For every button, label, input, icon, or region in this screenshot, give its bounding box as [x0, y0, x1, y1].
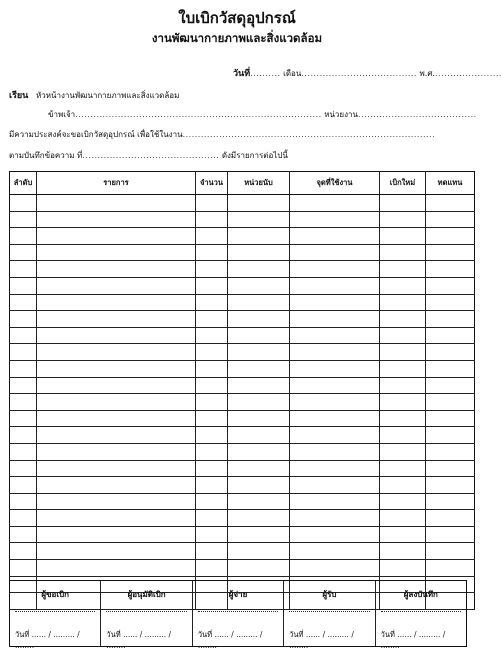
cell-item[interactable]: [37, 261, 196, 278]
cell-unit[interactable]: [228, 344, 290, 361]
cell-item[interactable]: [37, 443, 196, 460]
cell-no[interactable]: [10, 493, 37, 510]
cell-replace[interactable]: [426, 277, 475, 294]
cell-location[interactable]: [290, 344, 380, 361]
signature-date[interactable]: วันที่ ...... / ......... / ........: [106, 630, 172, 650]
cell-replace[interactable]: [426, 410, 475, 427]
cell-no[interactable]: [10, 443, 37, 460]
cell-item[interactable]: [37, 526, 196, 543]
cell-location[interactable]: [290, 526, 380, 543]
form-title: ใบเบิกวัสดุอุปกรณ์: [178, 9, 296, 27]
cell-unit[interactable]: [228, 244, 290, 261]
signature-title: ผู้อนุมัติเบิก: [127, 590, 166, 599]
signature-date[interactable]: วันที่ ...... / ......... / ........: [380, 630, 446, 650]
cell-unit[interactable]: [228, 526, 290, 543]
cell-item[interactable]: [37, 543, 196, 560]
cell-location[interactable]: [290, 410, 380, 427]
table-row: [10, 344, 475, 361]
cell-new[interactable]: [380, 277, 426, 294]
cell-new[interactable]: [380, 244, 426, 261]
col-header-location: จุดที่ใช้งาน: [290, 172, 380, 195]
cell-item[interactable]: [37, 344, 196, 361]
cell-item[interactable]: [37, 294, 196, 311]
table-row: [10, 294, 475, 311]
cell-location[interactable]: [290, 327, 380, 344]
cell-unit[interactable]: [228, 477, 290, 494]
cell-qty[interactable]: [196, 427, 228, 444]
cell-qty[interactable]: [196, 377, 228, 394]
cell-replace[interactable]: [426, 510, 475, 527]
cell-new[interactable]: [380, 228, 426, 245]
table-row: [10, 410, 475, 427]
cell-replace[interactable]: [426, 195, 475, 212]
cell-replace[interactable]: [426, 327, 475, 344]
cell-new[interactable]: [380, 344, 426, 361]
col-header-unit: หน่วยนับ: [228, 172, 290, 195]
cell-qty[interactable]: [196, 327, 228, 344]
cell-location[interactable]: [290, 510, 380, 527]
cell-replace[interactable]: [426, 477, 475, 494]
cell-qty[interactable]: [196, 277, 228, 294]
cell-no[interactable]: [10, 477, 37, 494]
cell-location[interactable]: [290, 360, 380, 377]
cell-item[interactable]: [37, 560, 196, 577]
cell-no[interactable]: [10, 277, 37, 294]
cell-replace[interactable]: [426, 261, 475, 278]
cell-unit[interactable]: [228, 228, 290, 245]
table-row: [10, 360, 475, 377]
cell-location[interactable]: [290, 311, 380, 328]
cell-location[interactable]: [290, 493, 380, 510]
cell-unit[interactable]: [228, 443, 290, 460]
cell-replace[interactable]: [426, 244, 475, 261]
signature-issuer: [193, 581, 284, 650]
cell-replace[interactable]: [426, 543, 475, 560]
cell-location[interactable]: [290, 427, 380, 444]
cell-qty[interactable]: [196, 410, 228, 427]
table-row: [10, 443, 475, 460]
cell-new[interactable]: [380, 427, 426, 444]
cell-new[interactable]: [380, 294, 426, 311]
cell-qty[interactable]: [196, 477, 228, 494]
cell-new[interactable]: [380, 327, 426, 344]
cell-item[interactable]: [37, 244, 196, 261]
table-row: [10, 427, 475, 444]
day-label: วันที่: [233, 69, 251, 79]
cell-replace[interactable]: [426, 526, 475, 543]
cell-no[interactable]: [10, 377, 37, 394]
cell-qty[interactable]: [196, 560, 228, 577]
cell-qty[interactable]: [196, 510, 228, 527]
memo-line: [9, 149, 288, 162]
signature-title: ผู้ลงบันทึก: [403, 590, 438, 599]
from-field[interactable]: .................................................................................: [75, 110, 322, 119]
cell-qty[interactable]: [196, 526, 228, 543]
signature-receiver: [284, 581, 375, 650]
cell-item[interactable]: [37, 327, 196, 344]
table-header-row: [10, 172, 475, 195]
col-header-new: เบิกใหม่: [380, 172, 426, 195]
signature-date[interactable]: วันที่ ...... / ......... / ........: [289, 630, 354, 650]
memo-label: ตามบันทึกข้อความ ที่: [9, 151, 83, 160]
table-row: [10, 477, 475, 494]
col-header-qty: จำนวน: [196, 172, 228, 195]
cell-unit[interactable]: [228, 327, 290, 344]
to-line: [9, 88, 179, 102]
table-row: [10, 526, 475, 543]
table-row: [10, 311, 475, 328]
cell-item[interactable]: [37, 377, 196, 394]
signature-approver: [101, 581, 192, 650]
purpose-label: มีความประสงค์จะขอเบิกวัสดุอุปกรณ์ เพื่อใช้ในงาน: [9, 130, 183, 139]
signature-section: [9, 580, 467, 650]
cell-unit[interactable]: [228, 311, 290, 328]
cell-item[interactable]: [37, 410, 196, 427]
cell-unit[interactable]: [228, 277, 290, 294]
date-line: [233, 66, 502, 80]
cell-replace[interactable]: [426, 294, 475, 311]
cell-unit[interactable]: [228, 211, 290, 228]
cell-new[interactable]: [380, 394, 426, 411]
cell-qty[interactable]: [196, 211, 228, 228]
signature-line[interactable]: [289, 611, 369, 612]
cell-qty[interactable]: [196, 344, 228, 361]
cell-new[interactable]: [380, 360, 426, 377]
cell-location[interactable]: [290, 277, 380, 294]
cell-location[interactable]: [290, 261, 380, 278]
month-field[interactable]: ......................................: [301, 69, 417, 78]
cell-item[interactable]: [37, 510, 196, 527]
memo-field[interactable]: .............................................: [82, 151, 220, 160]
cell-no[interactable]: [10, 344, 37, 361]
signature-line[interactable]: [198, 611, 278, 612]
cell-no[interactable]: [10, 394, 37, 411]
cell-no[interactable]: [10, 510, 37, 527]
cell-qty[interactable]: [196, 294, 228, 311]
cell-item[interactable]: [37, 211, 196, 228]
month-label: เดือน: [283, 69, 302, 78]
cell-location[interactable]: [290, 394, 380, 411]
cell-replace[interactable]: [426, 460, 475, 477]
cell-qty[interactable]: [196, 460, 228, 477]
table-row: [10, 228, 475, 245]
cell-new[interactable]: [380, 195, 426, 212]
cell-qty[interactable]: [196, 394, 228, 411]
items-table: [9, 171, 475, 610]
cell-no[interactable]: [10, 526, 37, 543]
unit-label: หน่วยงาน: [324, 110, 358, 119]
cell-no[interactable]: [10, 410, 37, 427]
cell-item[interactable]: [37, 195, 196, 212]
cell-item[interactable]: [37, 477, 196, 494]
signature-requester: [10, 581, 101, 650]
year-label: พ.ศ.: [419, 69, 435, 78]
cell-replace[interactable]: [426, 427, 475, 444]
cell-qty[interactable]: [196, 493, 228, 510]
cell-no[interactable]: [10, 560, 37, 577]
signature-line[interactable]: [106, 611, 186, 612]
form-subtitle: งานพัฒนากายภาพและสิ่งแวดล้อม: [151, 31, 323, 45]
unit-field[interactable]: .......................................: [357, 110, 477, 119]
cell-replace[interactable]: [426, 211, 475, 228]
cell-new[interactable]: [380, 477, 426, 494]
signature-line[interactable]: [381, 611, 461, 612]
cell-unit[interactable]: [228, 394, 290, 411]
cell-no[interactable]: [10, 427, 37, 444]
cell-location[interactable]: [290, 377, 380, 394]
cell-new[interactable]: [380, 560, 426, 577]
cell-replace[interactable]: [426, 344, 475, 361]
cell-unit[interactable]: [228, 261, 290, 278]
signature-title: ผู้รับ: [322, 590, 337, 599]
col-header-replace: ทดแทน: [426, 172, 475, 195]
cell-replace[interactable]: [426, 394, 475, 411]
cell-item[interactable]: [37, 311, 196, 328]
purpose-line: [9, 128, 435, 141]
cell-replace[interactable]: [426, 228, 475, 245]
cell-new[interactable]: [380, 526, 426, 543]
cell-no[interactable]: [10, 261, 37, 278]
cell-unit[interactable]: [228, 493, 290, 510]
table-row: [10, 543, 475, 560]
signature-line[interactable]: [15, 611, 95, 612]
cell-new[interactable]: [380, 460, 426, 477]
cell-item[interactable]: [37, 493, 196, 510]
day-field[interactable]: ..........: [250, 69, 281, 78]
cell-qty[interactable]: [196, 195, 228, 212]
cell-location[interactable]: [290, 560, 380, 577]
table-row: [10, 560, 475, 577]
table-row: [10, 327, 475, 344]
cell-item[interactable]: [37, 427, 196, 444]
cell-replace[interactable]: [426, 377, 475, 394]
cell-item[interactable]: [37, 394, 196, 411]
cell-no[interactable]: [10, 211, 37, 228]
signature-recorder: [376, 581, 466, 650]
cell-replace[interactable]: [426, 360, 475, 377]
table-row: [10, 377, 475, 394]
cell-item[interactable]: [37, 460, 196, 477]
table-row: [10, 195, 475, 212]
from-label: ข้าพเจ้า: [48, 110, 76, 119]
cell-unit[interactable]: [228, 294, 290, 311]
purpose-field[interactable]: ...................................................................................: [182, 130, 436, 139]
cell-replace[interactable]: [426, 493, 475, 510]
cell-qty[interactable]: [196, 228, 228, 245]
cell-unit[interactable]: [228, 377, 290, 394]
cell-item[interactable]: [37, 228, 196, 245]
signature-date[interactable]: วันที่ ...... / ......... / ........: [15, 630, 80, 650]
cell-no[interactable]: [10, 460, 37, 477]
cell-unit[interactable]: [228, 410, 290, 427]
cell-no[interactable]: [10, 294, 37, 311]
table-row: [10, 510, 475, 527]
cell-unit[interactable]: [228, 543, 290, 560]
col-header-no: ลำดับ: [10, 172, 37, 195]
cell-location[interactable]: [290, 460, 380, 477]
cell-unit[interactable]: [228, 427, 290, 444]
cell-unit[interactable]: [228, 510, 290, 527]
cell-unit[interactable]: [228, 195, 290, 212]
cell-new[interactable]: [380, 311, 426, 328]
memo-suffix: ดังมีรายการต่อไปนี้: [221, 151, 288, 160]
table-row: [10, 261, 475, 278]
table-row: [10, 394, 475, 411]
cell-no[interactable]: [10, 195, 37, 212]
table-row: [10, 493, 475, 510]
cell-location[interactable]: [290, 228, 380, 245]
cell-qty[interactable]: [196, 311, 228, 328]
cell-location[interactable]: [290, 477, 380, 494]
cell-new[interactable]: [380, 510, 426, 527]
cell-replace[interactable]: [426, 560, 475, 577]
cell-unit[interactable]: [228, 460, 290, 477]
cell-location[interactable]: [290, 294, 380, 311]
cell-new[interactable]: [380, 443, 426, 460]
cell-new[interactable]: [380, 261, 426, 278]
cell-location[interactable]: [290, 443, 380, 460]
cell-new[interactable]: [380, 211, 426, 228]
cell-unit[interactable]: [228, 560, 290, 577]
cell-new[interactable]: [380, 410, 426, 427]
cell-qty[interactable]: [196, 443, 228, 460]
table-row: [10, 211, 475, 228]
to-label: เรียน: [9, 91, 29, 101]
year-field[interactable]: ......................: [434, 69, 502, 78]
cell-location[interactable]: [290, 211, 380, 228]
to-value: หัวหน้างานพัฒนากายภาพและสิ่งแวดล้อม: [35, 91, 180, 100]
cell-new[interactable]: [380, 543, 426, 560]
cell-no[interactable]: [10, 543, 37, 560]
signature-title: ผู้ขอเบิก: [41, 590, 70, 599]
col-header-item: รายการ: [37, 172, 196, 195]
cell-location[interactable]: [290, 195, 380, 212]
cell-no[interactable]: [10, 244, 37, 261]
cell-no[interactable]: [10, 327, 37, 344]
cell-qty[interactable]: [196, 261, 228, 278]
cell-qty[interactable]: [196, 244, 228, 261]
cell-location[interactable]: [290, 244, 380, 261]
cell-qty[interactable]: [196, 543, 228, 560]
cell-no[interactable]: [10, 311, 37, 328]
cell-replace[interactable]: [426, 311, 475, 328]
cell-unit[interactable]: [228, 360, 290, 377]
cell-new[interactable]: [380, 377, 426, 394]
signature-date[interactable]: วันที่ ...... / ......... / ........: [197, 630, 263, 650]
table-row: [10, 277, 475, 294]
cell-item[interactable]: [37, 277, 196, 294]
signature-title: ผู้จ่าย: [228, 590, 248, 599]
cell-qty[interactable]: [196, 360, 228, 377]
table-row: [10, 244, 475, 261]
cell-location[interactable]: [290, 543, 380, 560]
cell-item[interactable]: [37, 360, 196, 377]
table-row: [10, 460, 475, 477]
from-line: [48, 108, 477, 121]
cell-replace[interactable]: [426, 443, 475, 460]
cell-no[interactable]: [10, 360, 37, 377]
cell-no[interactable]: [10, 228, 37, 245]
cell-new[interactable]: [380, 493, 426, 510]
